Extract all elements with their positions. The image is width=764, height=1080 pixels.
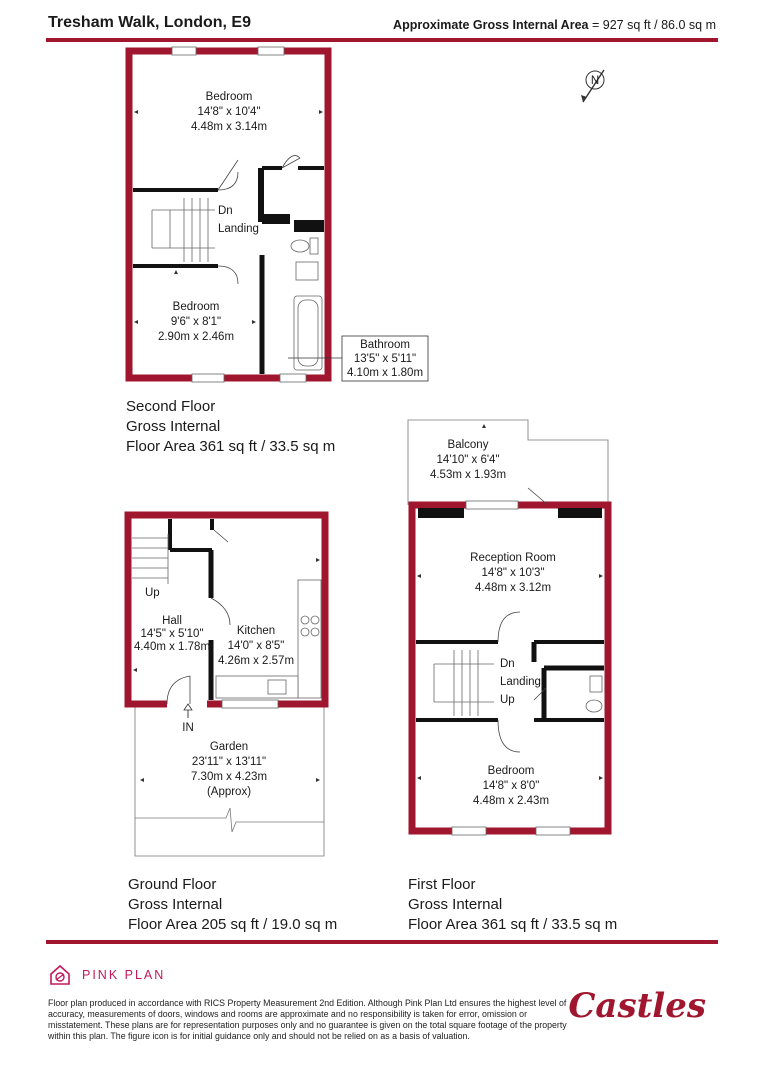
gf-garden-name: Garden: [209, 741, 249, 753]
second-floor-name: Second Floor: [126, 398, 216, 415]
pink-plan-name: PINK PLAN: [82, 968, 166, 982]
ff-landing-label: Landing: [500, 676, 541, 688]
gf-entry-label: IN: [182, 722, 194, 734]
second-floor-gross: Gross Internal: [126, 418, 221, 435]
compass-north-letter: N: [590, 75, 600, 87]
ff-bedroom-metric: 4.48m x 2.43m: [472, 795, 550, 807]
sf-landing-label: Landing: [218, 223, 259, 235]
ff-reception-metric: 4.48m x 3.12m: [474, 582, 552, 594]
ff-reception-imperial: 14'8" x 10'3": [481, 567, 545, 579]
gf-garden-note: (Approx): [206, 786, 252, 798]
sf-bedroom1-metric: 4.48m x 3.14m: [190, 121, 268, 133]
sf-bathroom-metric: 4.10m x 1.80m: [346, 367, 424, 379]
ff-balcony-name: Balcony: [447, 439, 489, 451]
ff-balcony-metric: 4.53m x 1.93m: [429, 469, 507, 481]
ff-dn-label: Dn: [500, 658, 515, 670]
sf-bedroom1-imperial: 14'8" x 10'4": [197, 106, 261, 118]
ground-floor-caption: [128, 875, 337, 935]
second-floor-area: Floor Area 361 sq ft / 33.5 sq m: [126, 438, 336, 455]
second-floor-caption: [126, 397, 335, 457]
gf-garden-imperial: 23'11" x 13'11": [191, 756, 267, 768]
ff-reception-name: Reception Room: [470, 552, 556, 564]
ground-floor-name: Ground Floor: [128, 876, 217, 893]
ff-bedroom-name: Bedroom: [487, 765, 535, 777]
first-floor-name: First Floor: [408, 876, 476, 893]
gf-hall-imperial: 14'5" x 5'10": [140, 628, 204, 640]
first-floor-caption: [408, 875, 617, 935]
gf-kitchen-imperial: 14'0" x 8'5": [227, 640, 285, 652]
sf-dn-label: Dn: [218, 205, 233, 217]
property-address: Tresham Walk, London, E9: [48, 14, 251, 31]
ground-floor-plan: [128, 515, 325, 856]
gf-kitchen-metric: 4.26m x 2.57m: [217, 655, 295, 667]
castles-agent-logo: Castles: [568, 986, 706, 1026]
pink-plan-brand: [48, 963, 165, 987]
ff-balcony-imperial: 14'10" x 6'4": [436, 454, 500, 466]
first-floor-area: Floor Area 361 sq ft / 33.5 sq m: [408, 916, 618, 933]
ff-up-label: Up: [500, 694, 515, 706]
sf-bedroom1-name: Bedroom: [205, 91, 253, 103]
gf-hall-metric: 4.40m x 1.78m: [133, 641, 211, 653]
gross-area-value: = 927 sq ft / 86.0 sq m: [591, 18, 716, 32]
second-floor-plan: [129, 47, 604, 382]
footer-divider: [46, 940, 718, 944]
disclaimer-text: Floor plan produced in accordance with RICS Property Measurement 2nd Edition. Although Pink Plan Ltd ensures the highest level of accuracy, measurements of doors, windows and rooms are approximate and no responsibility is taken for error, omission or misstatement. These plans are for representation purposes only and no guarantee is given on the total square footage of the property within this plan. The figure icon is for initial guidance only and should not be relied on as a basis of valuation.: [48, 998, 567, 1041]
gf-kitchen-name: Kitchen: [236, 625, 276, 637]
gf-garden-metric: 7.30m x 4.23m: [190, 771, 268, 783]
sf-bedroom2-imperial: 9'6" x 8'1": [170, 316, 222, 328]
first-floor-gross: Gross Internal: [408, 896, 503, 913]
gf-up-label: Up: [145, 587, 160, 599]
gf-hall-name: Hall: [162, 615, 182, 627]
sf-bathroom-imperial: 13'5" x 5'11": [353, 353, 417, 365]
gross-area-label: Approximate Gross Internal Area: [393, 18, 589, 32]
pink-plan-logo-icon: [48, 963, 72, 987]
ground-floor-area: Floor Area 205 sq ft / 19.0 sq m: [128, 916, 338, 933]
sf-bedroom2-name: Bedroom: [172, 301, 220, 313]
ground-floor-gross: Gross Internal: [128, 896, 223, 913]
sf-bathroom-name: Bathroom: [360, 339, 410, 351]
first-floor-plan: [408, 420, 608, 835]
ff-bedroom-imperial: 14'8" x 8'0": [482, 780, 540, 792]
sf-bedroom2-metric: 2.90m x 2.46m: [157, 331, 235, 343]
